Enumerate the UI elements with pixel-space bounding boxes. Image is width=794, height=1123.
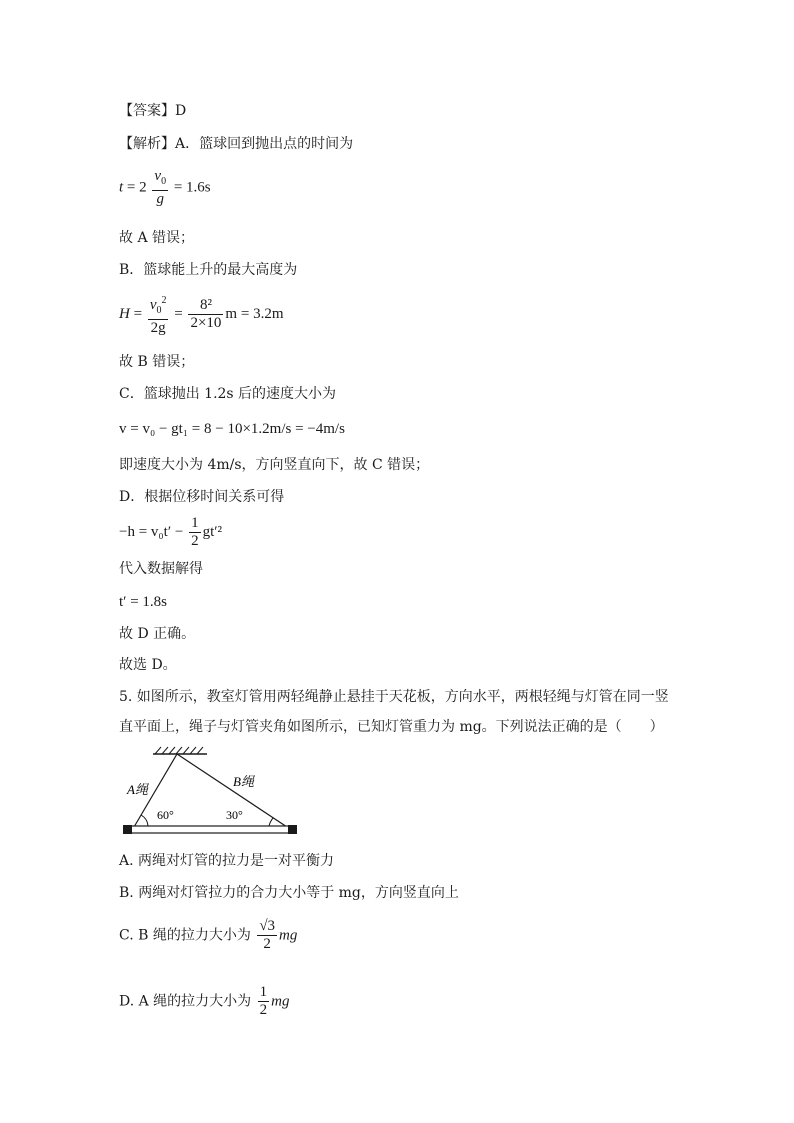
line-b-wrong: 故 B 错误； (119, 354, 195, 370)
lamp-end-right (288, 825, 297, 834)
question-line-2: 直平面上，绳子与灯管夹角如图所示，已知灯管重力为 mg。下列说法正确的是（ ） (119, 719, 664, 735)
line-c-conclusion: 即速度大小为 4m/s，方向竖直向下，故 C 错误； (119, 457, 430, 473)
line-substitute: 代入数据解得 (119, 561, 203, 577)
rope-a-label: A绳 (127, 782, 148, 797)
option-d: D. A 绳的拉力大小为 $\frac{1}{2}$ mg (119, 984, 290, 1018)
line-a-wrong: 故 A 错误； (119, 230, 195, 246)
equation-time: t = 2 $\frac{v_0}{g}$ = 1.6s (119, 168, 211, 207)
question-line-1: 5. 如图所示，教室灯管用两轻绳静止悬挂于天花板，方向水平，两根轻绳与灯管在同一竖 (119, 689, 669, 705)
answer-line (119, 102, 186, 120)
option-a: A. 两绳对灯管的拉力是一对平衡力 (119, 853, 335, 869)
answer-value: D (175, 103, 187, 119)
answer-label: 【答案】 (119, 103, 175, 119)
line-d: D．根据位移时间关系可得 (119, 489, 285, 505)
line-c: C．篮球抛出 1.2s 后的速度大小为 (119, 386, 337, 402)
analysis-text: A．篮球回到抛出点的时间为 (175, 136, 354, 152)
line-d-correct: 故 D 正确。 (119, 626, 196, 642)
angle-a-label: 60° (157, 808, 174, 822)
angle-b-label: 30° (226, 808, 243, 822)
angle-arc-a (141, 815, 148, 826)
equation-height: H = $\frac{v_0^2}{2g}$ = $\frac{\text{8²}}{2\times 10}$ m = 3.2m (119, 292, 283, 337)
fraction-v0-over-g: $\frac{v_0}{g}$ (154, 168, 167, 207)
line-b: B．篮球能上升的最大高度为 (119, 262, 298, 278)
equation-velocity: v = v₀ − gt₁ = 8 − 10×1.2m/s = −4m/s (119, 421, 345, 437)
option-c: C. B 绳的拉力大小为 $\frac{√3}{2}$ mg (119, 918, 298, 952)
lamp-rope-figure (115, 744, 305, 848)
equation-displacement: −h = v₀t′ − $\frac{1}{2}$ gt′² (119, 515, 223, 549)
lamp-end-left (123, 825, 132, 834)
rope-b-label: B绳 (233, 774, 254, 789)
lamp-tube (130, 826, 290, 833)
angle-arc-b (269, 818, 273, 826)
analysis-label: 【解析】 (119, 136, 175, 152)
option-b: B. 两绳对灯管拉力的合力大小等于 mg，方向竖直向上 (119, 885, 459, 901)
equation-result: t′ = 1.8s (119, 594, 167, 610)
ceiling-hatch (155, 747, 203, 754)
line-choose: 故选 D。 (119, 657, 177, 673)
analysis-line (119, 135, 353, 153)
